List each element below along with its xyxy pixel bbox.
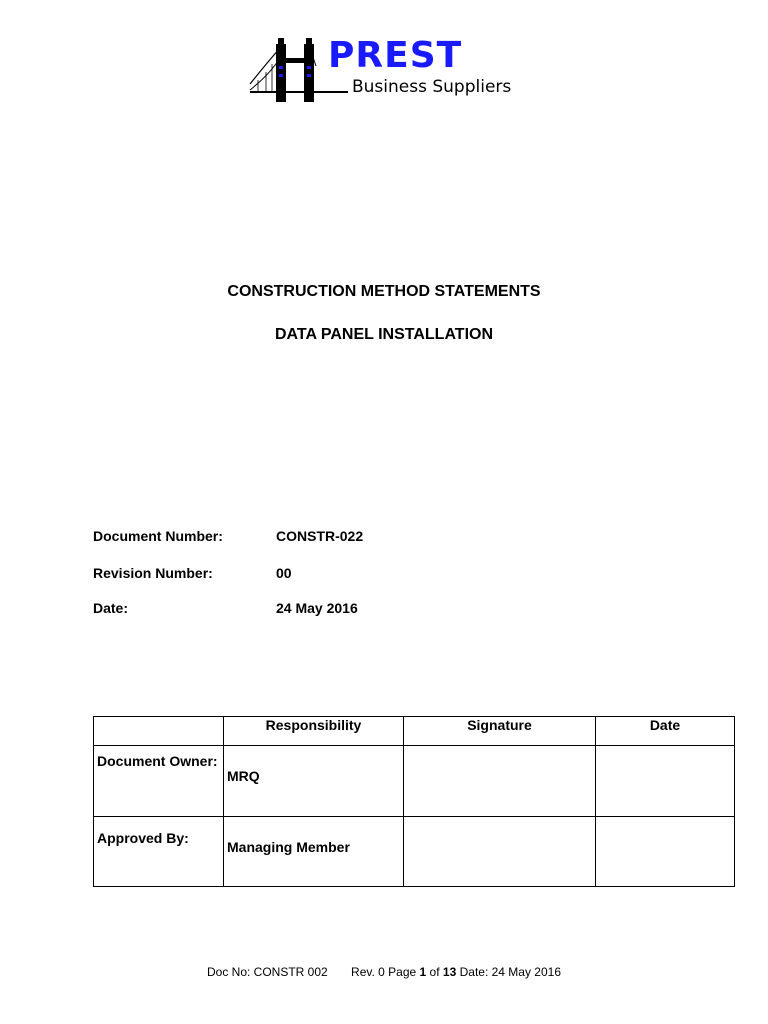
- meta-value: 00: [276, 565, 292, 581]
- responsibility-cell: Managing Member: [224, 817, 404, 887]
- footer-page-number: 1: [419, 965, 427, 979]
- footer-of: of: [426, 965, 443, 979]
- approvals-table: [93, 716, 735, 887]
- table-header-cell: Date: [596, 717, 735, 746]
- document-subtitle: DATA PANEL INSTALLATION: [274, 326, 494, 343]
- table-row: [94, 746, 735, 817]
- meta-label: Date:: [93, 600, 129, 616]
- table-header-cell: [94, 717, 224, 746]
- signature-cell: [404, 746, 596, 817]
- meta-value: 24 May 2016: [276, 600, 358, 616]
- table-row: [94, 817, 735, 887]
- date-cell: [596, 817, 735, 887]
- footer-rev-page: Rev. 0 Page: [351, 965, 420, 979]
- meta-label: Document Number:: [93, 528, 223, 544]
- role-cell: Document Owner:: [94, 746, 224, 817]
- footer-date: Date: 24 May 2016: [456, 965, 561, 979]
- footer-page-total: 13: [442, 965, 457, 979]
- meta-label: Revision Number:: [93, 565, 213, 581]
- logo-tagline: Business Suppliers: [352, 77, 512, 97]
- page-footer: [0, 965, 768, 979]
- logo-name: PREST: [328, 35, 463, 76]
- document-title: CONSTRUCTION METHOD STATEMENTS: [227, 283, 541, 300]
- role-cell: Approved By:: [94, 817, 224, 887]
- footer-doc-no: Doc No: CONSTR 002: [207, 965, 328, 979]
- responsibility-cell: MRQ: [224, 746, 404, 817]
- table-header-row: [94, 717, 735, 746]
- meta-value: CONSTR-022: [276, 528, 364, 544]
- company-logo: [248, 34, 520, 118]
- date-cell: [596, 746, 735, 817]
- table-header-cell: Responsibility: [224, 717, 404, 746]
- signature-cell: [404, 817, 596, 887]
- table-header-cell: Signature: [404, 717, 596, 746]
